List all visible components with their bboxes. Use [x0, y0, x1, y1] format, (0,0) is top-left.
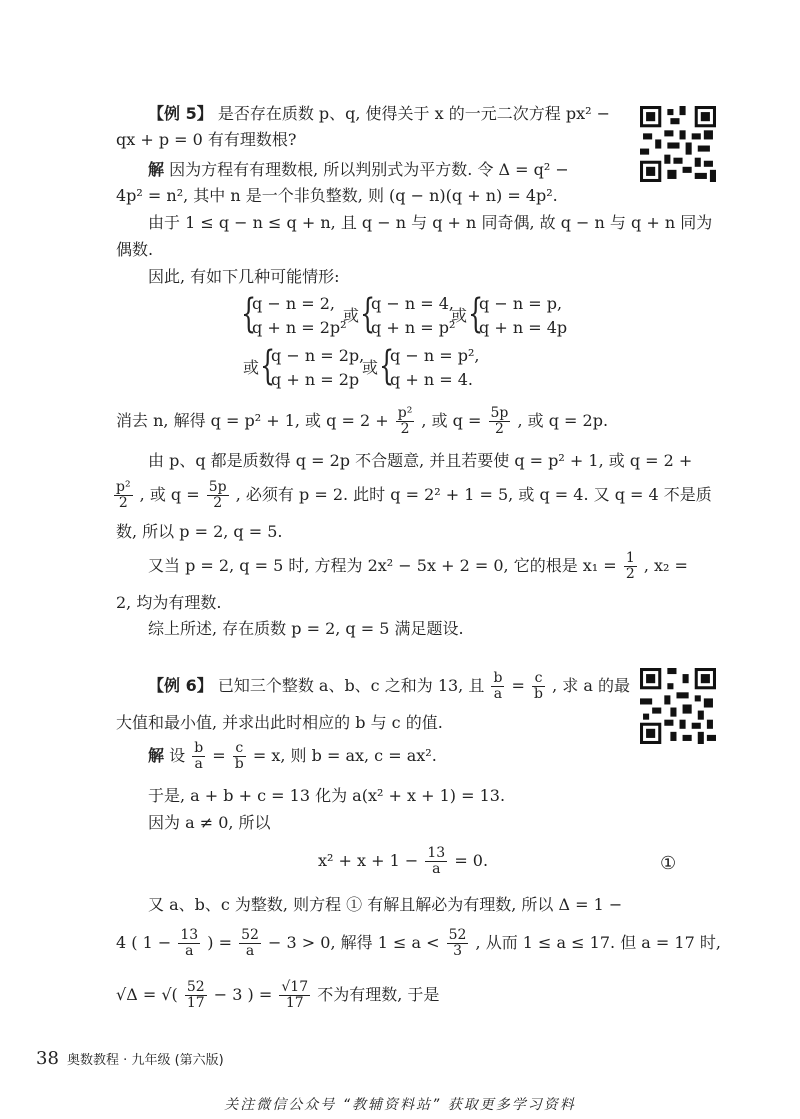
system-e-eq-1: q − n = p²,	[390, 346, 480, 365]
fraction-c-over-b-2	[233, 741, 246, 772]
example-5-question-line-2: qx + p = 0 有有理数根?	[116, 130, 297, 149]
denominator: a	[245, 943, 255, 959]
fraction-13-over-a	[425, 846, 447, 877]
brace-b: {	[360, 291, 376, 337]
eliminate-text-3: , 或 q = 2p.	[517, 411, 609, 430]
example-6-solution-line-6	[116, 977, 439, 1013]
denominator: a	[194, 756, 203, 772]
numerator: 52	[186, 979, 205, 995]
numerator: 13	[427, 845, 446, 861]
eliminate-text-1: 消去 n, 解得 q = p² + 1, 或 q = 2 +	[116, 411, 389, 430]
delta-text-4: , 从而 1 ≤ a ≤ 17. 但 a = 17 时,	[475, 933, 721, 952]
denominator: 2	[213, 495, 223, 511]
numerator: 5p	[208, 479, 227, 495]
numerator: c	[532, 671, 545, 687]
denominator: 17	[285, 995, 304, 1011]
numerator: 52	[241, 927, 259, 943]
example-5-question-line-1	[148, 103, 610, 125]
prime-line-3: 数, 所以 p = 2, q = 5.	[116, 522, 283, 541]
delta-text-3: − 3 > 0, 解得 1 ≤ a <	[268, 933, 440, 952]
denominator: a	[432, 861, 441, 877]
example-5-solution-line-5: 因此, 有如下几种可能情形:	[148, 267, 340, 286]
example-6-solution-line-1: 解 设 $\frac{b}{a}$ = $\frac{c}{b}$ = x, 则 b = ax, c = ax².	[148, 740, 437, 772]
prime-text-2: , 必须有 p = 2. 此时 q = 2² + 1 = 5, 或 q = 4. 又 q = 4 不是质	[235, 485, 712, 504]
book-title: 奥数教程 · 九年级 (第六版)	[67, 1053, 224, 1068]
brace-d: {	[260, 343, 276, 389]
fraction-c-over-b	[532, 671, 545, 702]
system-c-eq-2: q + n = 4p	[479, 318, 568, 337]
numerator: p²	[116, 479, 131, 495]
sqrt-text-2: − 3 ) =	[213, 985, 273, 1004]
numerator: b	[194, 740, 204, 756]
denominator: 2	[494, 421, 504, 437]
denominator: 2	[625, 566, 635, 582]
example-6-solution-line-5	[116, 925, 721, 961]
fraction-b-over-a	[491, 671, 504, 702]
solution-label: 解	[148, 160, 165, 179]
system-b-eq-2: q + n = p²	[371, 318, 456, 337]
solution-text: 因为方程有有理数根, 所以判别式为平方数. 令 Δ = q² −	[169, 160, 569, 179]
system-e	[390, 344, 479, 392]
example-5-solution-line-3: 由于 1 ≤ q − n ≤ q + n, 且 q − n 与 q + n 同奇偶, 故 q − n 与 q + n 同为	[148, 213, 713, 232]
fraction-52-over-17	[185, 980, 207, 1011]
fraction-b-over-a-2	[192, 741, 205, 772]
or-1: 或	[343, 306, 360, 325]
brace-e: {	[379, 343, 395, 389]
numerator: 13	[180, 927, 199, 943]
example-5-solution-line-4: 偶数.	[116, 240, 154, 259]
example-6-solution-line-3: 因为 a ≠ 0, 所以	[148, 813, 271, 832]
denominator: b	[234, 756, 244, 772]
system-a-eq-2: q + n = 2p²	[252, 318, 347, 337]
denominator: 2	[400, 421, 410, 437]
equation-right: = 0.	[454, 851, 489, 870]
denominator: 3	[453, 943, 462, 959]
system-b	[371, 292, 455, 340]
prime-line-2	[112, 477, 712, 513]
delta-text-2: ) =	[207, 933, 233, 952]
fraction-52-over-3	[447, 928, 469, 959]
example-5-solution-line-1	[148, 159, 569, 181]
fraction-13-over-a-2	[178, 928, 200, 959]
conclusion-line: 综上所述, 存在质数 p = 2, q = 5 满足题设.	[148, 619, 464, 638]
example-6-text-1: 已知三个整数 a、b、c 之和为 13, 且	[217, 676, 485, 695]
numerator: 5p	[490, 405, 509, 421]
fraction-52-over-a	[239, 928, 261, 959]
numerator: 52	[448, 927, 467, 943]
prime-text-1: , 或 q =	[139, 485, 200, 504]
brace-a: {	[241, 291, 257, 337]
eliminate-text-2: , 或 q =	[421, 411, 482, 430]
page-footer	[36, 1048, 224, 1069]
sqrt-text-3: 不为有理数, 于是	[317, 985, 440, 1004]
system-d-eq-2: q + n = 2p	[271, 370, 360, 389]
denominator: a	[493, 686, 503, 702]
page-number: 38	[36, 1048, 59, 1069]
system-c-eq-1: q − n = p,	[479, 294, 563, 313]
numerator: 1	[625, 550, 635, 566]
qr-code-example-5	[640, 106, 716, 182]
example-6-solution-line-2: 于是, a + b + c = 13 化为 a(x² + x + 1) = 13.	[148, 786, 506, 805]
system-e-eq-2: q + n = 4.	[390, 370, 473, 389]
denominator: a	[185, 943, 194, 959]
let-text-2: = x, 则 b = ax, c = ax².	[252, 746, 437, 765]
system-b-eq-1: q − n = 4,	[371, 294, 454, 313]
numerator: b	[493, 670, 503, 686]
prime-line-1: 由 p、q 都是质数得 q = 2p 不合题意, 并且若要使 q = p² + 1, 或 q = 2 +	[148, 451, 693, 470]
numerator: c	[233, 741, 246, 757]
system-a	[252, 292, 347, 340]
qr-code-example-6	[640, 668, 716, 744]
example-6-label: 【例 6】	[148, 676, 213, 695]
sqrt-text-1: √Δ = √(	[116, 985, 178, 1004]
roots-line-2: 2, 均为有理数.	[116, 593, 222, 612]
fraction-sqrt17-over-17	[279, 980, 310, 1011]
solution-label-6: 解	[148, 746, 165, 765]
eliminate-line	[116, 403, 608, 439]
or-4: 或	[362, 358, 379, 377]
system-a-eq-1: q − n = 2,	[252, 294, 335, 313]
system-c	[479, 292, 567, 340]
or-2: 或	[451, 306, 468, 325]
roots-line-1	[148, 548, 688, 584]
numerator: √17	[281, 979, 309, 995]
example-6-question-line-2: 大值和最小值, 并求出此时相应的 b 与 c 的值.	[116, 713, 443, 732]
example-5-label: 【例 5】	[148, 104, 213, 123]
fraction-p2-over-2	[396, 406, 415, 437]
equation-number: ①	[660, 853, 677, 874]
fraction-5p-over-2	[489, 406, 511, 437]
delta-text-1: 4 ( 1 −	[116, 933, 172, 952]
example-6-text-2: , 求 a 的最	[552, 676, 630, 695]
system-d	[271, 344, 364, 392]
fraction-5p-over-2-b	[207, 480, 229, 511]
denominator: b	[534, 686, 543, 702]
equals: =	[511, 676, 525, 695]
promo-footer: 关注微信公众号 “教辅资料站” 获取更多学习资料	[224, 1097, 576, 1113]
example-6-solution-line-4: 又 a、b、c 为整数, 则方程 ① 有解且解必为有理数, 所以 Δ = 1 −	[148, 895, 623, 914]
denominator: 2	[118, 495, 128, 511]
equation-left: x² + x + 1 −	[318, 851, 419, 870]
fraction-1-over-2	[624, 551, 637, 582]
or-3: 或	[243, 358, 260, 377]
brace-c: {	[468, 291, 484, 337]
equation-1	[318, 843, 488, 879]
example-5-question-text: 是否存在质数 p、q, 使得关于 x 的一元二次方程 px² −	[217, 104, 611, 123]
example-6-question-line-1	[148, 668, 630, 704]
numerator: p²	[397, 405, 413, 421]
fraction-p2-over-2-b	[114, 480, 133, 511]
roots-text-1: 又当 p = 2, q = 5 时, 方程为 2x² − 5x + 2 = 0, 它的根是 x₁ =	[148, 556, 617, 575]
example-5-solution-line-2: 4p² = n², 其中 n 是一个非负整数, 则 (q − n)(q + n) = 4p².	[116, 186, 558, 205]
roots-text-2: , x₂ =	[643, 556, 688, 575]
let-text: 设	[169, 746, 186, 765]
denominator: 17	[186, 995, 205, 1011]
system-d-eq-1: q − n = 2p,	[271, 346, 365, 365]
